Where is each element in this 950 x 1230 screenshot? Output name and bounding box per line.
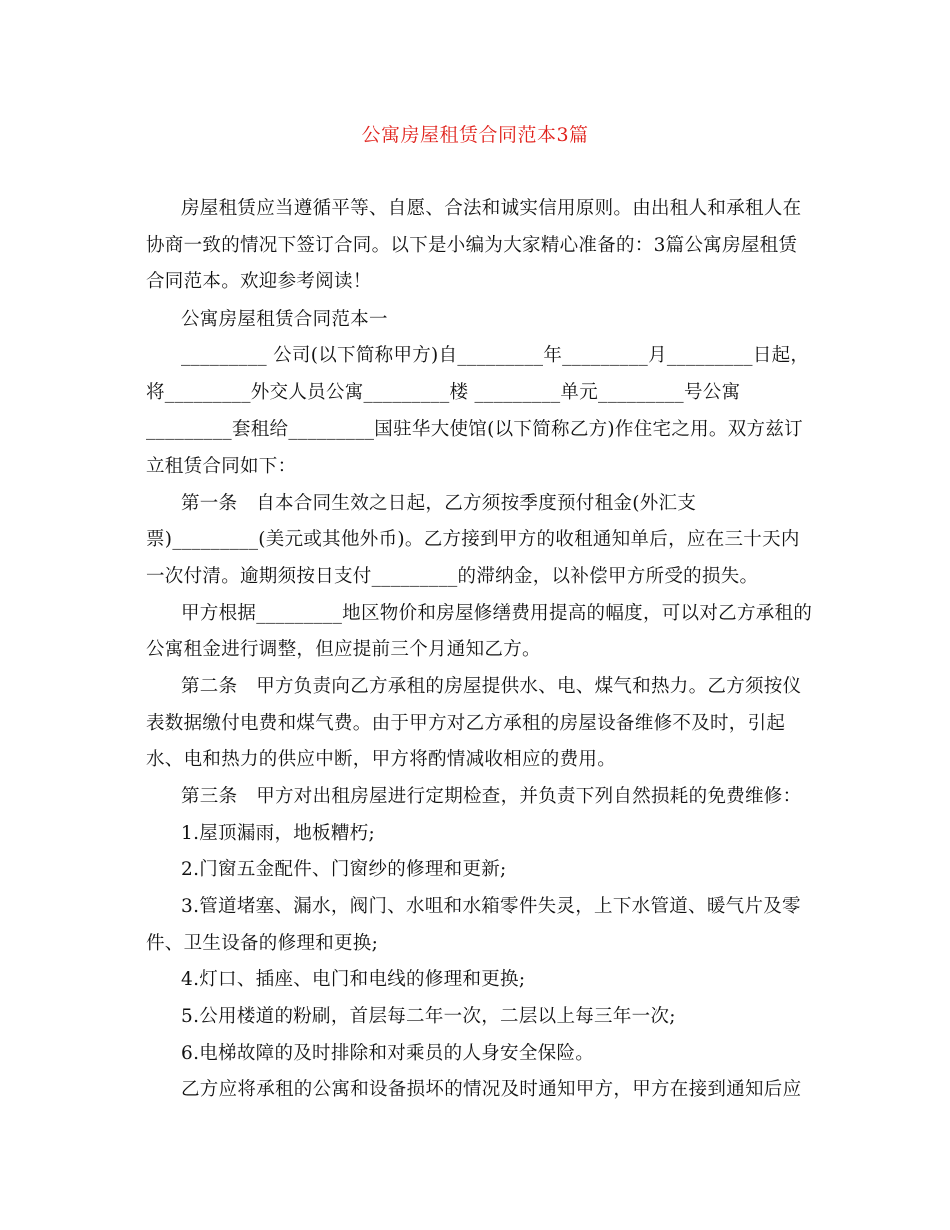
paragraph-line: 第二条 甲方负责向乙方承租的房屋提供水、电、煤气和热力。乙方须按仪	[181, 676, 802, 697]
paragraph-line: 一次付清。逾期须按日支付_________的滞纳金，以补偿甲方所受的损失。	[146, 566, 759, 587]
paragraph-line: _________ 公司(以下简称甲方)自_________年_________月_________日起，	[181, 345, 810, 366]
list-item: 2.门窗五金配件、门窗纱的修理和更新;	[181, 859, 507, 880]
list-item: 6.电梯故障的及时排除和对乘员的人身安全保险。	[181, 1043, 595, 1064]
paragraph-line: 立租赁合同如下：	[146, 456, 297, 477]
list-item: 1.屋顶漏雨，地板糟朽;	[181, 823, 375, 844]
list-item: 3.管道堵塞、漏水，阀门、水咀和水箱零件失灵，上下水管道、暖气片及零	[181, 896, 801, 917]
paragraph-line: _________套租给_________国驻华大使馆(以下简称乙方)作住宅之用。双方兹订	[146, 419, 803, 440]
paragraph-line: 将_________外交人员公寓_________楼 _________单元_________号公寓	[146, 382, 741, 403]
list-item-continuation: 件、卫生设备的修理和更换;	[146, 933, 379, 954]
paragraph-line: 甲方根据_________地区物价和房屋修缮费用提高的幅度，可以对乙方承租的	[181, 603, 813, 624]
section-heading: 公寓房屋租赁合同范本一	[181, 309, 388, 330]
paragraph-line: 表数据缴付电费和煤气费。由于甲方对乙方承租的房屋设备维修不及时，引起	[146, 713, 786, 734]
paragraph-line: 第一条 自本合同生效之日起，乙方须按季度预付租金(外汇支	[181, 493, 697, 514]
paragraph-line: 乙方应将承租的公寓和设备损坏的情况及时通知甲方，甲方在接到通知后应	[181, 1079, 802, 1100]
paragraph-line: 水、电和热力的供应中断，甲方将酌情减收相应的费用。	[146, 749, 617, 770]
list-item: 5.公用楼道的粉刷，首层每二年一次，二层以上每三年一次;	[181, 1006, 676, 1027]
paragraph-line: 第三条 甲方对出租房屋进行定期检查，并负责下列自然损耗的免费维修：	[181, 786, 802, 807]
document-title: 公寓房屋租赁合同范本3篇	[361, 124, 589, 146]
paragraph-line: 票)_________(美元或其他外币)。乙方接到甲方的收租通知单后，应在三十天内	[146, 529, 800, 550]
list-item: 4.灯口、插座、电门和电线的修理和更换;	[181, 969, 526, 990]
paragraph-line: 协商一致的情况下签订合同。以下是小编为大家精心准备的：3篇公寓房屋租赁	[146, 235, 798, 256]
paragraph-line: 公寓租金进行调整，但应提前三个月通知乙方。	[146, 639, 541, 660]
paragraph-line: 合同范本。欢迎参考阅读！	[146, 271, 372, 292]
paragraph-line: 房屋租赁应当遵循平等、自愿、合法和诚实信用原则。由出租人和承租人在	[181, 198, 802, 219]
